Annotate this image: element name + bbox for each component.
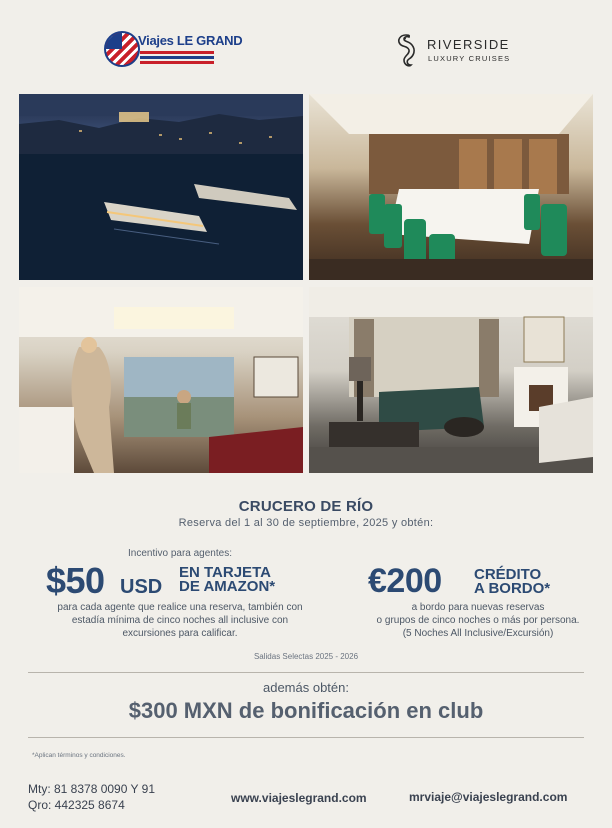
lounge-scene <box>309 287 593 473</box>
credit-desc-line: o grupos de cinco noches o más por persona. <box>376 615 580 626</box>
onboard-credit-amount: €200 <box>368 562 442 600</box>
photo-suite <box>19 287 303 473</box>
photo-cruise-ship-night <box>19 94 303 280</box>
dining-scene <box>309 94 593 280</box>
viajes-le-grand-logo <box>104 29 243 69</box>
onboard-credit-heading <box>474 568 550 596</box>
credit-line1: CRÉDITO <box>474 566 542 583</box>
website-link[interactable]: www.viajeslegrand.com <box>231 791 367 805</box>
divider <box>28 672 584 673</box>
phone-numbers <box>28 781 155 813</box>
promo-subtitle: Reserva del 1 al 30 de septiembre, 2025 y obtén: <box>178 517 434 529</box>
also-get-label: además obtén: <box>262 680 349 695</box>
credit-desc-line: (5 Noches All Inclusive/Excursión) <box>402 628 554 639</box>
photo-lounge <box>309 287 593 473</box>
logo-left-name: Viajes LE GRAND <box>138 33 243 48</box>
amazon-card-heading <box>179 566 275 594</box>
amazon-desc-line: excursiones para calificar. <box>122 628 238 639</box>
photo-dining-room <box>309 94 593 280</box>
amazon-amount: $50 <box>46 560 105 601</box>
seahorse-icon <box>394 32 422 70</box>
departures-note: Salidas Selectas 2025 - 2026 <box>253 652 359 661</box>
amazon-currency: USD <box>120 576 163 598</box>
credit-desc-line: a bordo para nuevas reservas <box>411 602 545 613</box>
suite-scene <box>19 287 303 473</box>
logo-stripe <box>140 51 214 54</box>
credit-description <box>345 601 611 640</box>
ship-scene <box>19 94 303 280</box>
email-link[interactable]: mrviaje@viajeslegrand.com <box>409 790 568 804</box>
phone-queretaro[interactable]: Qro: 442325 8674 <box>28 798 125 812</box>
divider <box>28 737 584 738</box>
logo-stripe <box>140 56 214 59</box>
flag-globe-icon <box>104 31 140 67</box>
amazon-line2: DE AMAZON* <box>179 578 276 595</box>
credit-line2: A BORDO* <box>474 580 551 597</box>
logo-right-subtitle: LUXURY CRUISES <box>428 54 511 63</box>
amazon-description <box>22 601 338 640</box>
logo-stripe <box>140 61 214 64</box>
logo-right-name: RIVERSIDE <box>427 37 510 52</box>
amazon-desc-line: para cada agente que realice una reserva, también con <box>57 602 303 613</box>
club-bonus: $300 MXN de bonificación en club <box>128 698 484 723</box>
agent-incentive-label: Incentivo para agentes: <box>128 548 232 559</box>
terms-note: *Aplican términos y condiciones. <box>32 752 126 759</box>
phone-monterrey[interactable]: Mty: 81 8378 0090 Y 91 <box>28 782 155 796</box>
amazon-line1: EN TARJETA <box>179 564 271 581</box>
amazon-desc-line: estadía mínima de cinco noches all inclusive con <box>71 615 289 626</box>
riverside-logo <box>394 32 534 72</box>
promo-title: CRUCERO DE RÍO <box>238 498 374 515</box>
